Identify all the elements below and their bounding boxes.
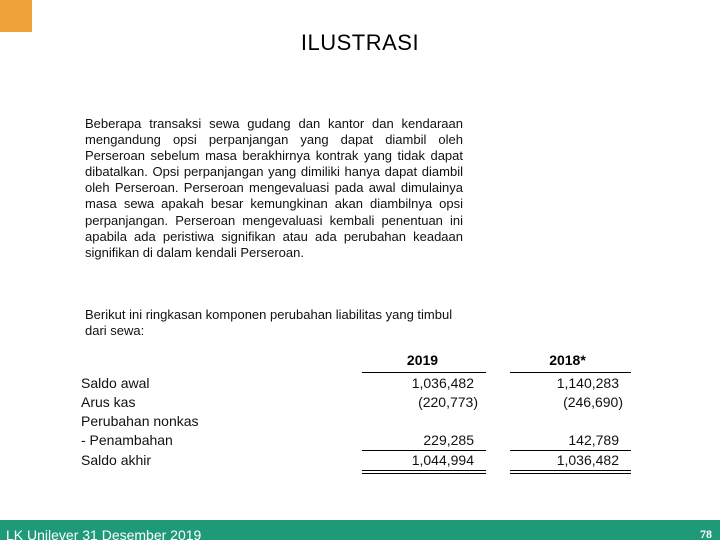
value-2018-penambahan: 142,789 xyxy=(568,432,619,448)
row-label-penambahan: - Penambahan xyxy=(81,432,173,448)
total-rule-2018-bottom xyxy=(510,473,631,474)
row-label-perubahan-nonkas: Perubahan nonkas xyxy=(81,413,199,429)
slide-title: ILUSTRASI xyxy=(300,30,420,55)
lease-summary-intro: Berikut ini ringkasan komponen perubahan liabilitas yang timbul dari sewa: xyxy=(85,307,453,339)
value-2018-saldo-awal: 1,140,283 xyxy=(556,375,619,391)
header-rule-2018 xyxy=(510,372,631,373)
lease-option-paragraph: Beberapa transaksi sewa gudang dan kantor dan kendaraan mengandung opsi perpanjangan yang dapat diambil oleh Perseroan sebelum masa berakhirnya kontrak yang tidak dapat dibatalkan. Opsi perpanjangan yang dimiliki hanya dapat diambil oleh Perseroan. Perseroan mengevaluasi pada awal dimulainya masa sewa apakah besar kemungkinan akan diambilnya opsi perpanjangan. Perseroan mengevaluasi kembali penentuan ini apabila ada peristiwa signifikan atau ada perubahan keadaan signifikan di dalam kendali Perseroan. xyxy=(85,116,463,260)
column-header-2018: 2018* xyxy=(549,352,586,368)
total-rule-2018-top xyxy=(510,470,631,471)
value-2019-saldo-akhir: 1,044,994 xyxy=(411,452,474,468)
value-2019-penambahan: 229,285 xyxy=(423,432,474,448)
footer-source-text: LK Unilever 31 Desember 2019 xyxy=(6,527,202,543)
subtotal-rule-2018 xyxy=(510,450,631,451)
row-label-arus-kas: Arus kas xyxy=(81,394,136,410)
value-2019-arus-kas: (220,773) xyxy=(418,394,478,410)
value-2018-arus-kas: (246,690) xyxy=(563,394,623,410)
value-2018-saldo-akhir: 1,036,482 xyxy=(556,452,619,468)
row-label-saldo-akhir: Saldo akhir xyxy=(81,452,152,468)
row-label-saldo-awal: Saldo awal xyxy=(81,375,150,391)
value-2019-saldo-awal: 1,036,482 xyxy=(411,375,474,391)
total-rule-2019-top xyxy=(362,470,486,471)
orange-corner-accent xyxy=(0,0,32,32)
subtotal-rule-2019 xyxy=(362,450,486,451)
header-rule-2019 xyxy=(362,372,486,373)
page-number: 78 xyxy=(700,527,712,541)
column-header-2019: 2019 xyxy=(406,352,439,368)
total-rule-2019-bottom xyxy=(362,473,486,474)
